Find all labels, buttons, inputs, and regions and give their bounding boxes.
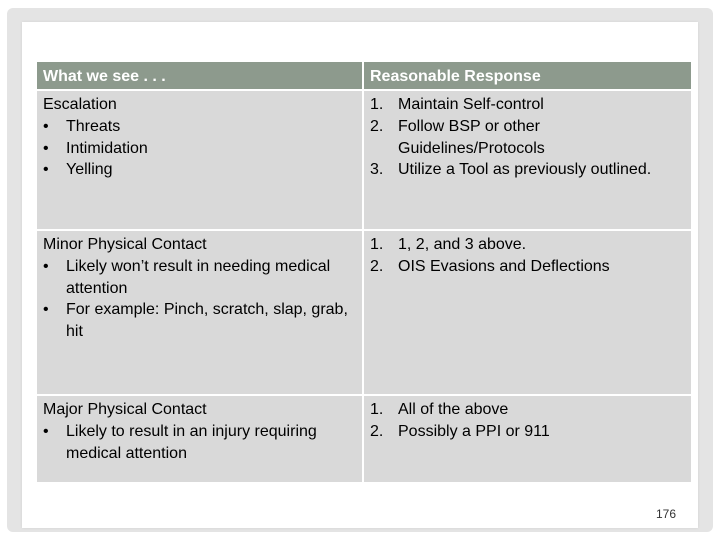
list-item: 1. Maintain Self-control [370,96,544,113]
response-table [35,60,693,484]
header-reasonable-response: Reasonable Response [363,61,692,90]
table-row [36,90,692,230]
list-item: • Threats [43,116,356,138]
list-item: • Likely won’t result in needing medical attention [43,256,356,300]
list-item: 1. All of the above [370,401,509,418]
situation-title: Escalation [43,96,117,113]
response-cell [363,90,692,230]
list-item: 2. OIS Evasions and Deflections [370,257,610,275]
table-row [36,230,692,395]
numbered-list [370,94,685,181]
response-cell [363,395,692,483]
response-cell [363,230,692,395]
list-item: 2. Possibly a PPI or 911 [370,422,550,440]
bullet-list [43,421,356,465]
bullet-list [43,256,356,343]
situation-title: Major Physical Contact [43,401,207,418]
list-item: 2. Follow BSP or other Guidelines/Protocols [370,117,545,157]
list-item: • Yelling [43,159,356,181]
table-header-row [36,61,692,90]
bullet-list [43,116,356,181]
table-row [36,395,692,483]
list-item: • For example: Pinch, scratch, slap, grab, hit [43,299,356,343]
page-number: 176 [655,507,677,521]
numbered-list [370,234,685,278]
numbered-list [370,399,685,443]
list-item: • Likely to result in an injury requiring medical attention [43,421,356,465]
list-item: 3. Utilize a Tool as previously outlined. [370,161,652,179]
list-item: • Intimidation [43,138,356,160]
list-item: 1. 1, 2, and 3 above. [370,236,527,253]
situation-cell [36,230,363,395]
situation-cell [36,90,363,230]
header-what-we-see: What we see . . . [36,61,363,90]
situation-cell [36,395,363,483]
situation-title: Minor Physical Contact [43,236,207,253]
